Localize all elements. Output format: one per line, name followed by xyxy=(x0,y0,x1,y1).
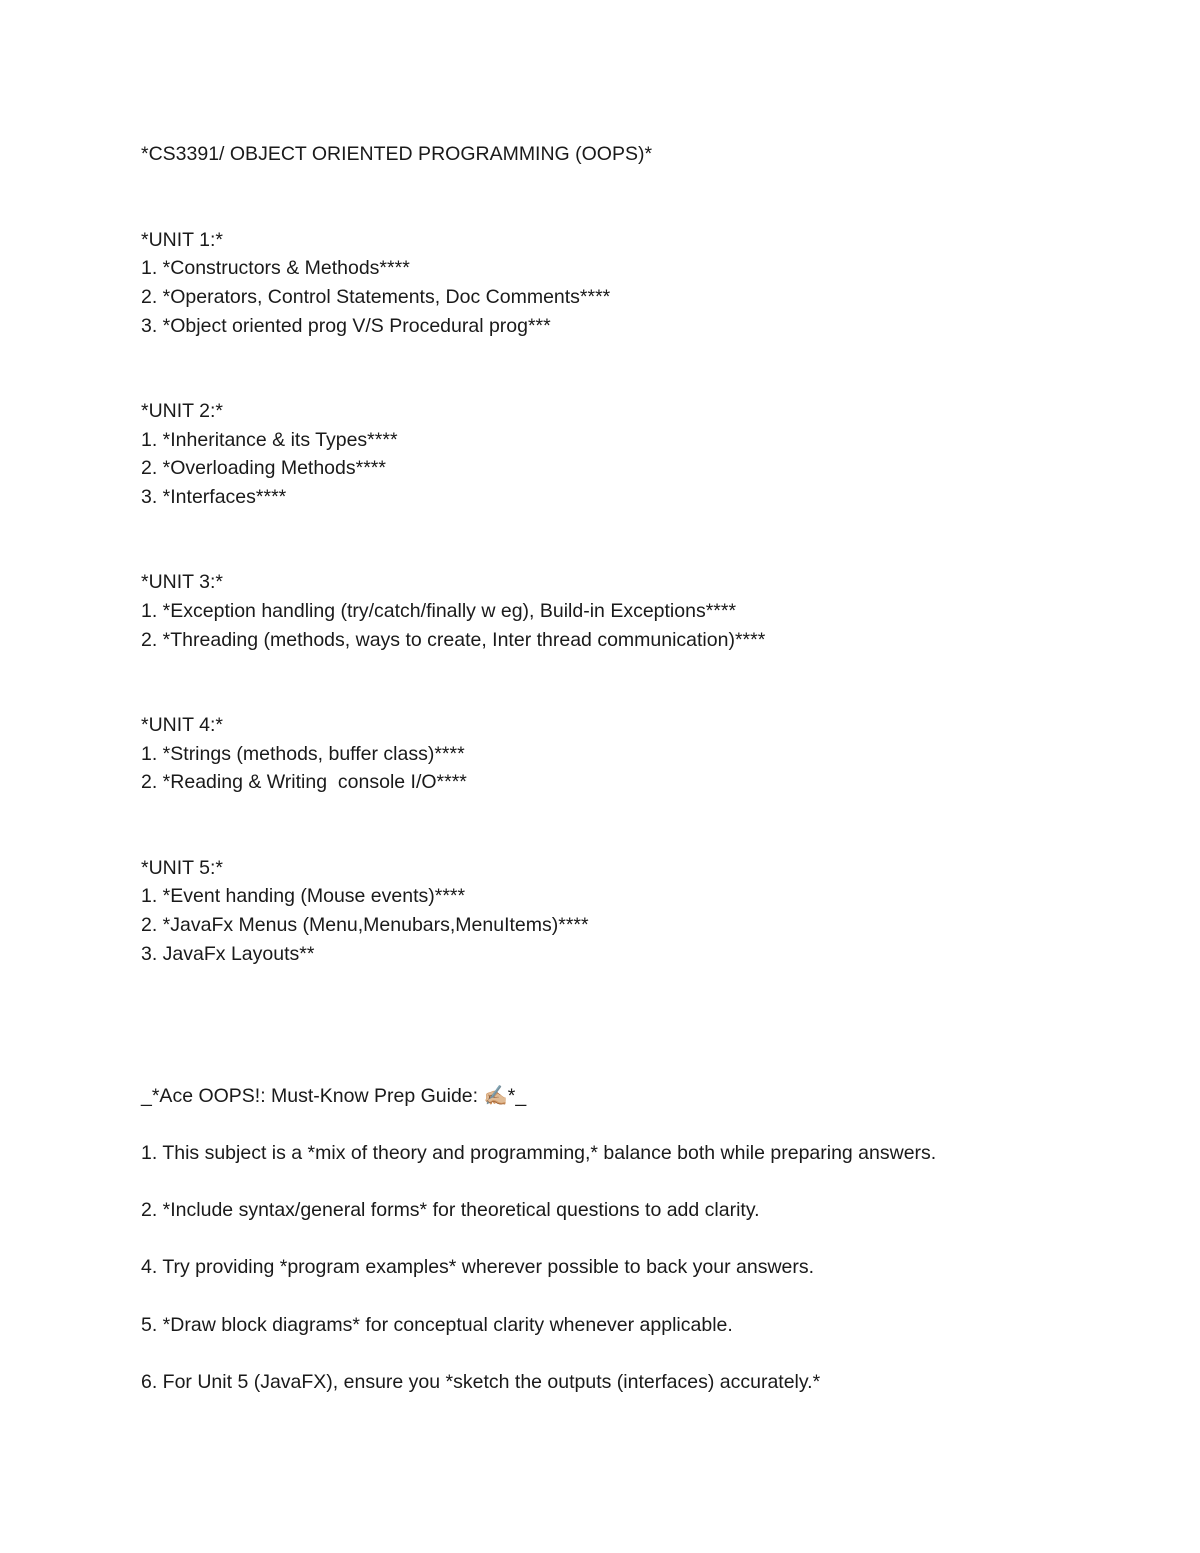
unit-1-item: 3. *Object oriented prog V/S Procedural prog*** xyxy=(141,315,551,337)
unit-4-item: 1. *Strings (methods, buffer class)**** xyxy=(141,743,465,765)
unit-1-item: 2. *Operators, Control Statements, Doc Comments**** xyxy=(141,286,611,308)
guide-tip: 4. Try providing *program examples* wherever possible to back your answers. xyxy=(141,1256,815,1278)
guide-tip: 5. *Draw block diagrams* for conceptual clarity whenever applicable. xyxy=(141,1314,733,1336)
unit-5-item: 1. *Event handing (Mouse events)**** xyxy=(141,885,466,907)
guide-tip: 6. For Unit 5 (JavaFX), ensure you *sketch the outputs (interfaces) accurately.* xyxy=(141,1371,821,1393)
unit-5-item: 2. *JavaFx Menus (Menu,Menubars,MenuItems)**** xyxy=(141,914,589,936)
unit-2-heading: *UNIT 2:* xyxy=(141,400,223,422)
unit-4-heading: *UNIT 4:* xyxy=(141,714,223,736)
unit-5-heading: *UNIT 5:* xyxy=(141,857,223,879)
unit-1-heading: *UNIT 1:* xyxy=(141,229,223,251)
guide-tip: 1. This subject is a *mix of theory and programming,* balance both while preparing answers. xyxy=(141,1142,937,1164)
unit-2-item: 2. *Overloading Methods**** xyxy=(141,457,386,479)
guide-tip: 2. *Include syntax/general forms* for theoretical questions to add clarity. xyxy=(141,1199,760,1221)
guide-heading xyxy=(141,1084,526,1108)
writing-hand-icon: ✍🏼 xyxy=(483,1084,508,1107)
unit-2-item: 3. *Interfaces**** xyxy=(141,486,287,508)
unit-3-heading: *UNIT 3:* xyxy=(141,571,223,593)
document-title: *CS3391/ OBJECT ORIENTED PROGRAMMING (OOPS)* xyxy=(141,143,653,165)
guide-heading-suffix: *_ xyxy=(507,1085,527,1107)
unit-3-item: 1. *Exception handling (try/catch/finally w eg), Build-in Exceptions**** xyxy=(141,600,737,622)
unit-1-item: 1. *Constructors & Methods**** xyxy=(141,257,410,279)
guide-heading-prefix: _*Ace OOPS!: Must-Know Prep Guide: xyxy=(141,1085,484,1107)
unit-2-item: 1. *Inheritance & its Types**** xyxy=(141,429,398,451)
unit-4-item: 2. *Reading & Writing console I/O**** xyxy=(141,771,467,793)
unit-3-item: 2. *Threading (methods, ways to create, Inter thread communication)**** xyxy=(141,629,766,651)
unit-5-item: 3. JavaFx Layouts** xyxy=(141,943,315,965)
